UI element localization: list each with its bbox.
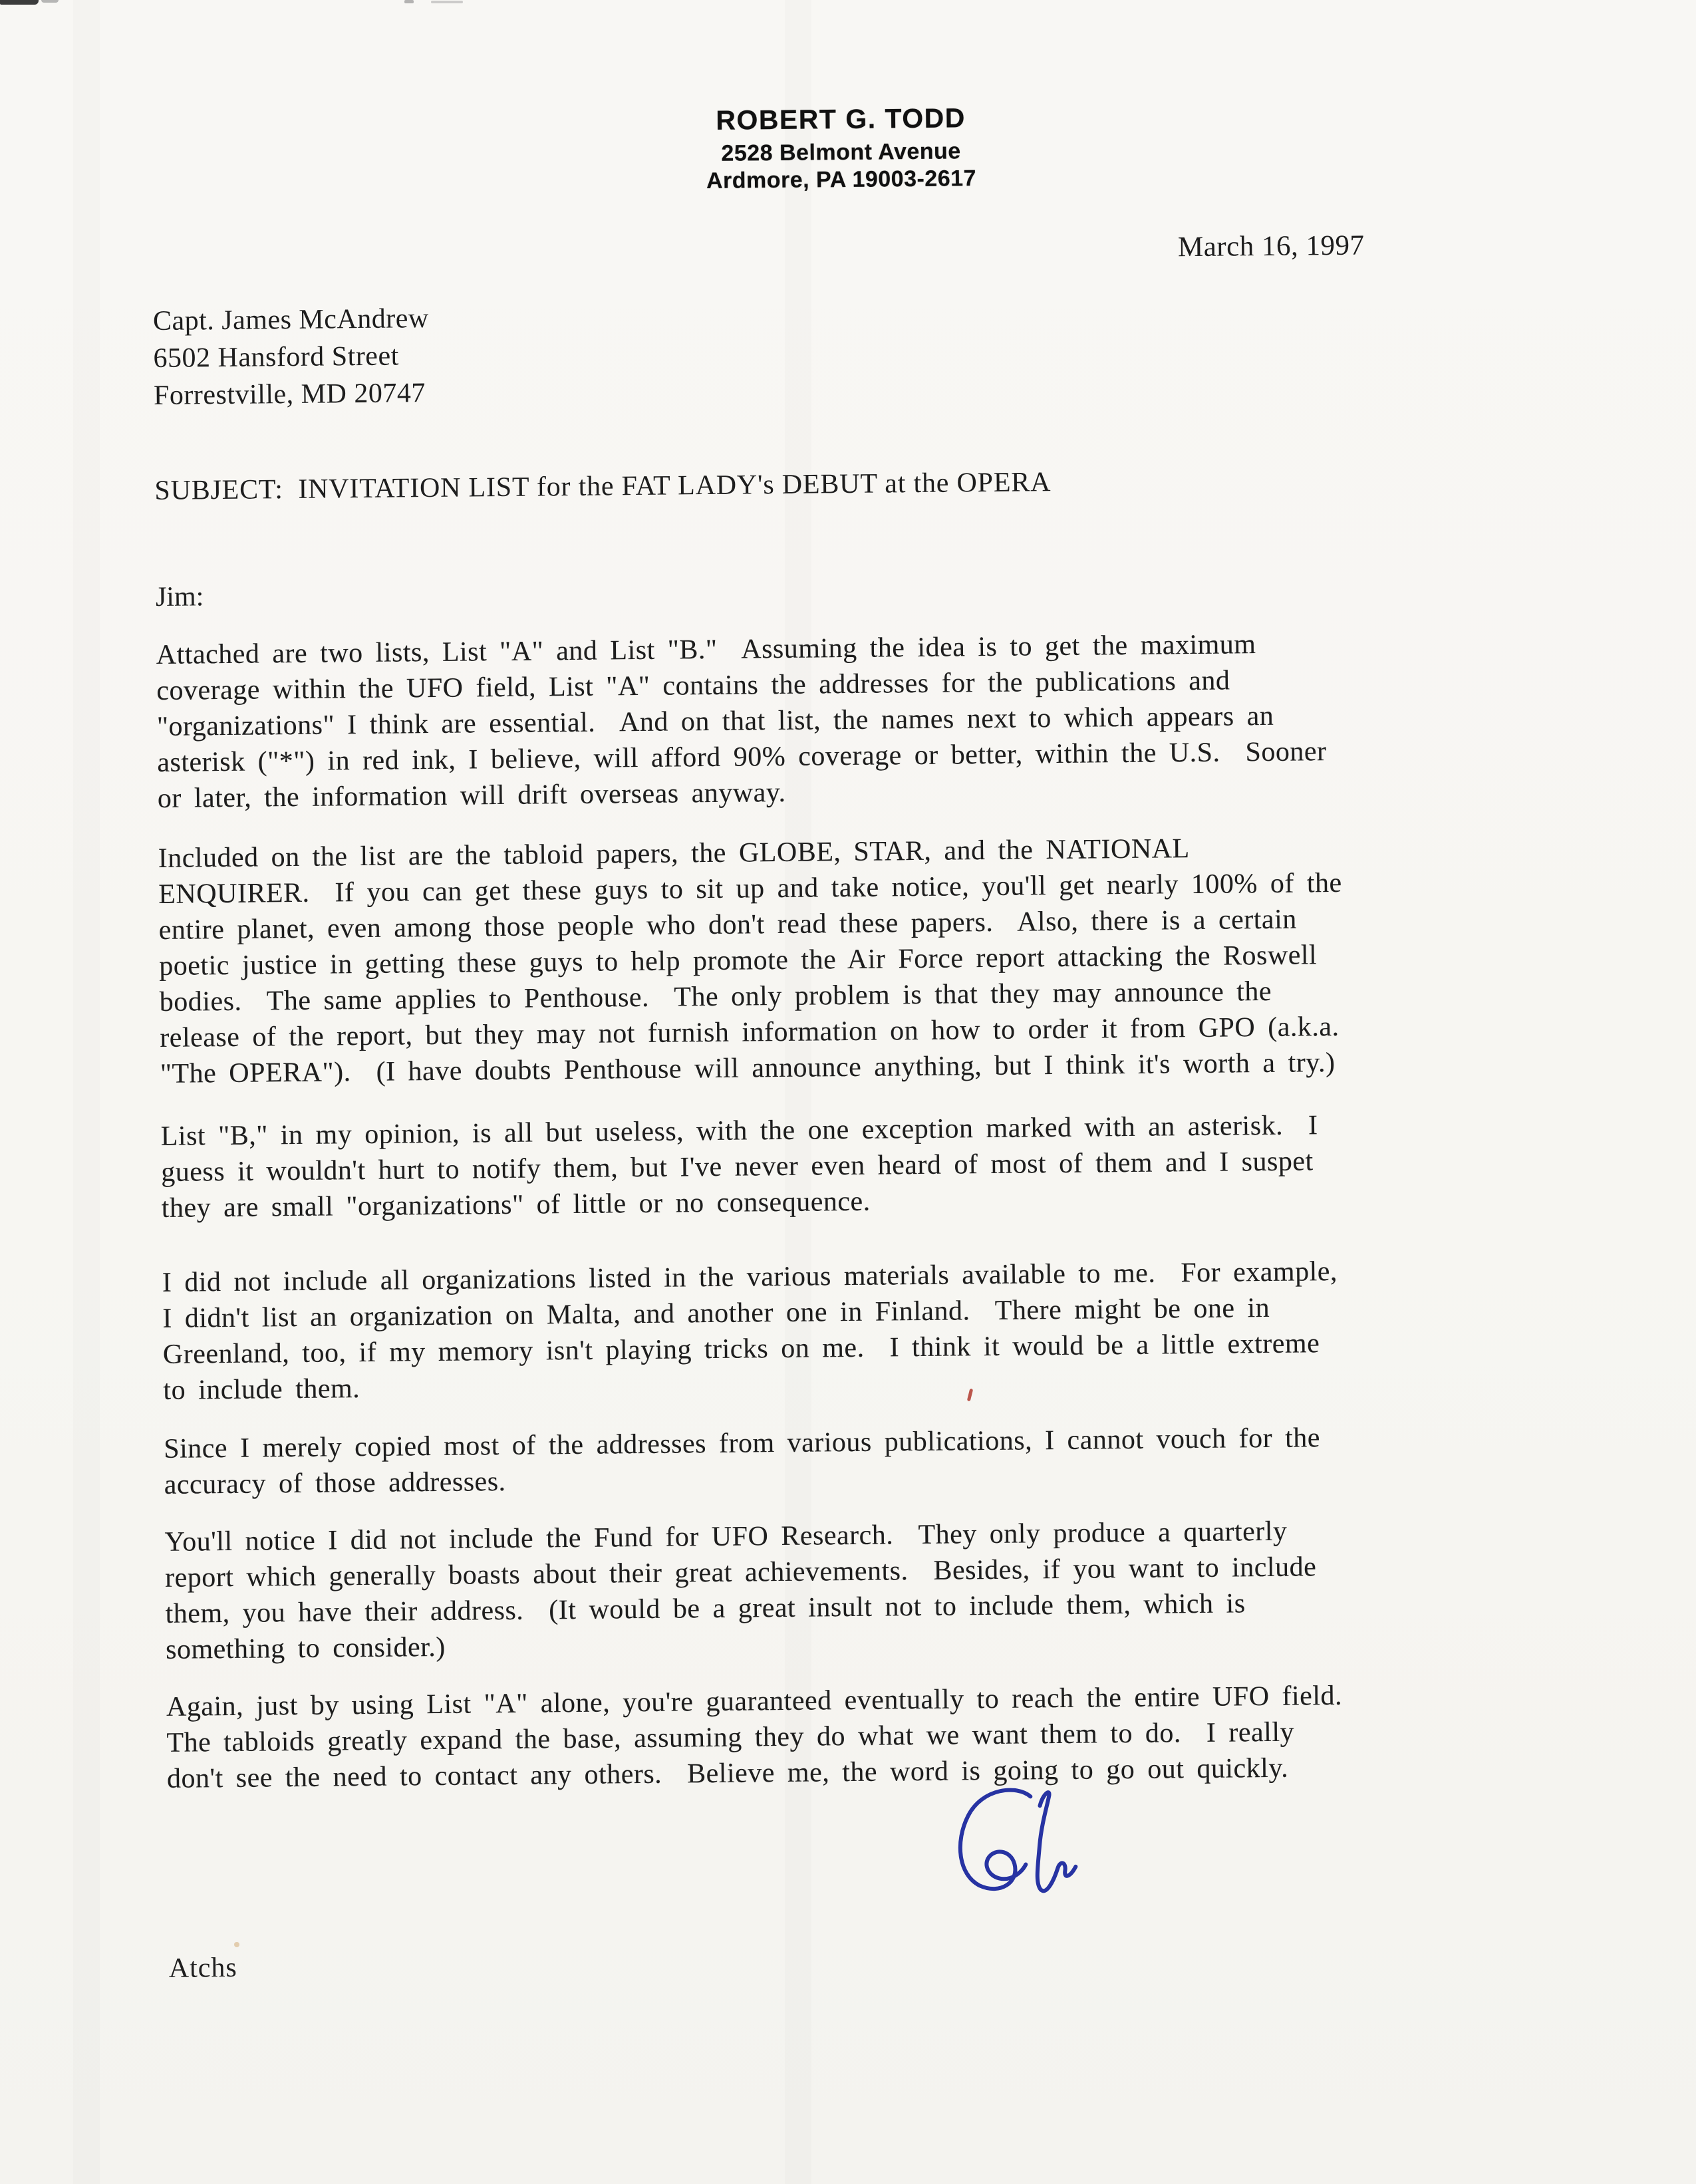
recipient-block (153, 300, 430, 414)
recipient-name: Capt. James McAndrew (152, 303, 429, 337)
signature-bob-handwritten (938, 1782, 1093, 1916)
recipient-city: Forrestville, MD 20747 (153, 378, 426, 411)
body-paragraph-7: Again, just by using List "A" alone, you're guaranteed eventually to reach the entire UFO field. The tabloids greatly expand the base, assuming they do what we want them to do. I really don't see the need to contact any others. Believe me, the word is going to go out quickly. (166, 1680, 1343, 1794)
subject-line: SUBJECT: INVITATION LIST for the FAT LADY's DEBUT at the OPERA (154, 467, 1052, 506)
letterhead-address-line2: Ardmore, PA 19003-2617 (706, 166, 977, 194)
body-paragraph-2: Included on the list are the tabloid papers, the GLOBE, STAR, and the NATIONAL ENQUIRER. If you can get these guys to sit up and take notice, you'll get nearly 100% of the entire planet, even among those people who don't read these papers. Also, there is a certain poetic justice in getting these guys to help promote the Air Force report attacking the Roswell bodies. The same applies to Penthouse. The only problem is that they may announce the release of the report, but they may not furnish information on how to order it from GPO (a.k.a. "The OPERA"). (I have doubts Penthouse will announce anything, but I think it's worth a try.) (158, 833, 1342, 1089)
body-paragraph-4: I did not include all organizations listed in the various materials available to me. For example, I didn't list an organization on Malta, and another one in Finland. There might be one in Greenland, too, if my memory isn't playing tricks on me. I think it would be a little extreme to include them. (162, 1256, 1338, 1406)
salutation: Jim: (155, 581, 204, 613)
body-paragraph-3: List "B," in my opinion, is all but useless, with the one exception marked with an asterisk. I guess it wouldn't hurt to notify them, but I've never even heard of most of them and I suspet they are small "organizations" of little or no consequence. (160, 1110, 1318, 1224)
letterhead-address-line1: 2528 Belmont Avenue (721, 138, 961, 166)
body-paragraph-5: Since I merely copied most of the addresses from various publications, I cannot vouch for the accuracy of those addresses. (164, 1423, 1321, 1500)
attachments-note: Atchs (168, 1952, 237, 1984)
letterhead-name: ROBERT G. TODD (716, 102, 966, 136)
scan-smudge-top-middle-2 (431, 1, 463, 3)
scan-smudge-top-left-2 (41, 0, 59, 3)
body-paragraph-1: Attached are two lists, List "A" and List "B." Assuming the idea is to get the maximum coverage within the UFO field, List "A" contains the addresses for the publications and "organizations" I think are essential. And on that list, the names next to which appears an asterisk ("*") in red ink, I believe, will afford 90% coverage or better, within the U.S. Sooner or later, the information will drift overseas anyway. (156, 629, 1327, 814)
letter-date: March 16, 1997 (1177, 229, 1365, 263)
letterhead (0, 96, 1689, 202)
scan-smudge-top-left (0, 0, 39, 5)
body-paragraph-6: You'll notice I did not include the Fund for UFO Research. They only produce a quarterly report which generally boasts about their great achievements. Besides, if you want to include them, you have their address. (It would be a great insult not to include them, which is something to consider.) (164, 1516, 1317, 1665)
recipient-street: 6502 Hansford Street (153, 341, 399, 374)
scan-smudge-top-middle (404, 0, 414, 3)
